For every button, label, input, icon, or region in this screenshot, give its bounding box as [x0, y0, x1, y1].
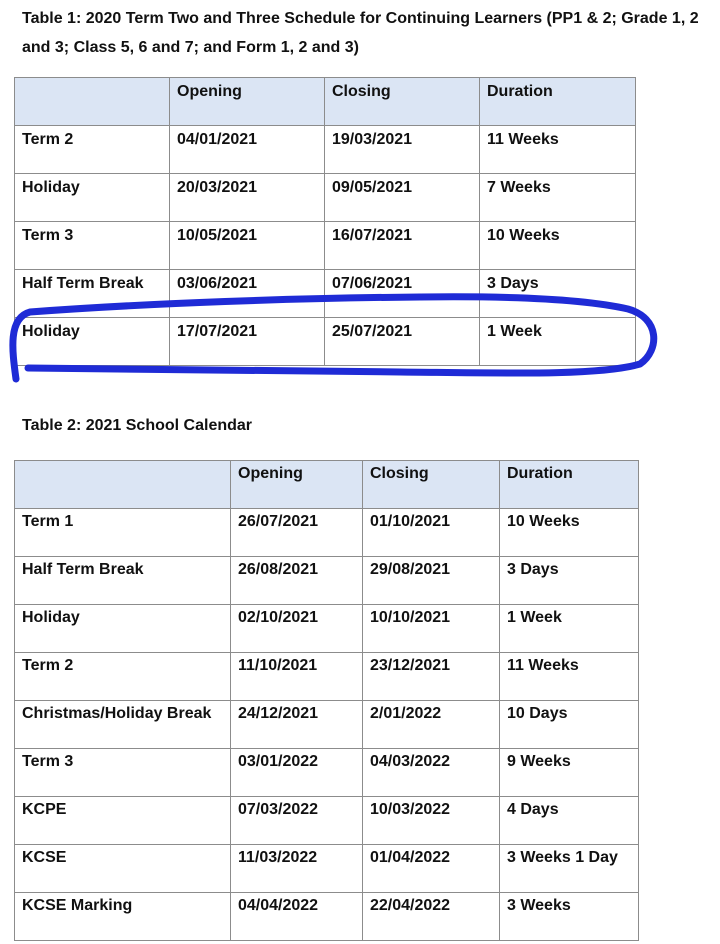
- closing-cell: 23/12/2021: [363, 653, 500, 701]
- table1-header-blank: [15, 78, 170, 126]
- closing-cell: 29/08/2021: [363, 557, 500, 605]
- period-cell: KCSE: [15, 845, 231, 893]
- opening-cell: 03/06/2021: [170, 270, 325, 318]
- table-row: [15, 270, 636, 318]
- opening-cell: 20/03/2021: [170, 174, 325, 222]
- table2-header-row: [15, 461, 639, 509]
- closing-cell: 10/10/2021: [363, 605, 500, 653]
- duration-cell: 10 Days: [500, 701, 639, 749]
- closing-cell: 01/10/2021: [363, 509, 500, 557]
- closing-cell: 22/04/2022: [363, 893, 500, 941]
- table-row: [15, 605, 639, 653]
- table1-header-opening: Opening: [170, 78, 325, 126]
- opening-cell: 17/07/2021: [170, 318, 325, 366]
- duration-cell: 11 Weeks: [500, 653, 639, 701]
- table2-header-blank: [15, 461, 231, 509]
- table1-header-closing: Closing: [325, 78, 480, 126]
- period-cell: Term 3: [15, 749, 231, 797]
- period-cell: Holiday: [15, 174, 170, 222]
- period-cell: KCPE: [15, 797, 231, 845]
- duration-cell: 9 Weeks: [500, 749, 639, 797]
- closing-cell: 04/03/2022: [363, 749, 500, 797]
- table-row: [15, 653, 639, 701]
- period-cell: Term 1: [15, 509, 231, 557]
- opening-cell: 02/10/2021: [231, 605, 363, 653]
- closing-cell: 19/03/2021: [325, 126, 480, 174]
- duration-cell: 3 Weeks: [500, 893, 639, 941]
- opening-cell: 26/07/2021: [231, 509, 363, 557]
- opening-cell: 07/03/2022: [231, 797, 363, 845]
- opening-cell: 10/05/2021: [170, 222, 325, 270]
- table-row: [15, 701, 639, 749]
- table-row: [15, 126, 636, 174]
- duration-cell: 3 Days: [480, 270, 636, 318]
- duration-cell: 7 Weeks: [480, 174, 636, 222]
- closing-cell: 25/07/2021: [325, 318, 480, 366]
- duration-cell: 1 Week: [500, 605, 639, 653]
- closing-cell: 16/07/2021: [325, 222, 480, 270]
- table2-header-opening: Opening: [231, 461, 363, 509]
- table1-term-schedule: [14, 77, 636, 366]
- table-row-highlighted: [15, 318, 636, 366]
- period-cell: Term 2: [15, 653, 231, 701]
- closing-cell: 09/05/2021: [325, 174, 480, 222]
- opening-cell: 04/04/2022: [231, 893, 363, 941]
- table-row: [15, 509, 639, 557]
- opening-cell: 03/01/2022: [231, 749, 363, 797]
- period-cell: KCSE Marking: [15, 893, 231, 941]
- period-cell: Half Term Break: [15, 270, 170, 318]
- period-cell: Christmas/Holiday Break: [15, 701, 231, 749]
- table2-caption: Table 2: 2021 School Calendar: [22, 417, 253, 434]
- duration-cell: 10 Weeks: [480, 222, 636, 270]
- table1-header-duration: Duration: [480, 78, 636, 126]
- duration-cell: 3 Weeks 1 Day: [500, 845, 639, 893]
- table-row: [15, 222, 636, 270]
- closing-cell: 01/04/2022: [363, 845, 500, 893]
- duration-cell: 10 Weeks: [500, 509, 639, 557]
- table1-caption: Table 1: 2020 Term Two and Three Schedule for Continuing Learners (PP1 & 2; Grade 1, 2 and 3; Class 5, 6 and 7; and Form 1, 2 and 3): [22, 10, 699, 56]
- table-row: [15, 174, 636, 222]
- period-cell: Term 2: [15, 126, 170, 174]
- opening-cell: 24/12/2021: [231, 701, 363, 749]
- opening-cell: 26/08/2021: [231, 557, 363, 605]
- table1-header-row: [15, 78, 636, 126]
- table2-school-calendar: [14, 460, 639, 941]
- period-cell: Holiday: [15, 605, 231, 653]
- period-cell: Half Term Break: [15, 557, 231, 605]
- period-cell: Term 3: [15, 222, 170, 270]
- closing-cell: 07/06/2021: [325, 270, 480, 318]
- table2-header-closing: Closing: [363, 461, 500, 509]
- table-row: [15, 845, 639, 893]
- period-cell: Holiday: [15, 318, 170, 366]
- duration-cell: 4 Days: [500, 797, 639, 845]
- opening-cell: 11/10/2021: [231, 653, 363, 701]
- duration-cell: 11 Weeks: [480, 126, 636, 174]
- opening-cell: 11/03/2022: [231, 845, 363, 893]
- table2-header-duration: Duration: [500, 461, 639, 509]
- opening-cell: 04/01/2021: [170, 126, 325, 174]
- table-row: [15, 557, 639, 605]
- closing-cell: 2/01/2022: [363, 701, 500, 749]
- closing-cell: 10/03/2022: [363, 797, 500, 845]
- duration-cell: 1 Week: [480, 318, 636, 366]
- table-row: [15, 749, 639, 797]
- table-row: [15, 893, 639, 941]
- duration-cell: 3 Days: [500, 557, 639, 605]
- table-row: [15, 797, 639, 845]
